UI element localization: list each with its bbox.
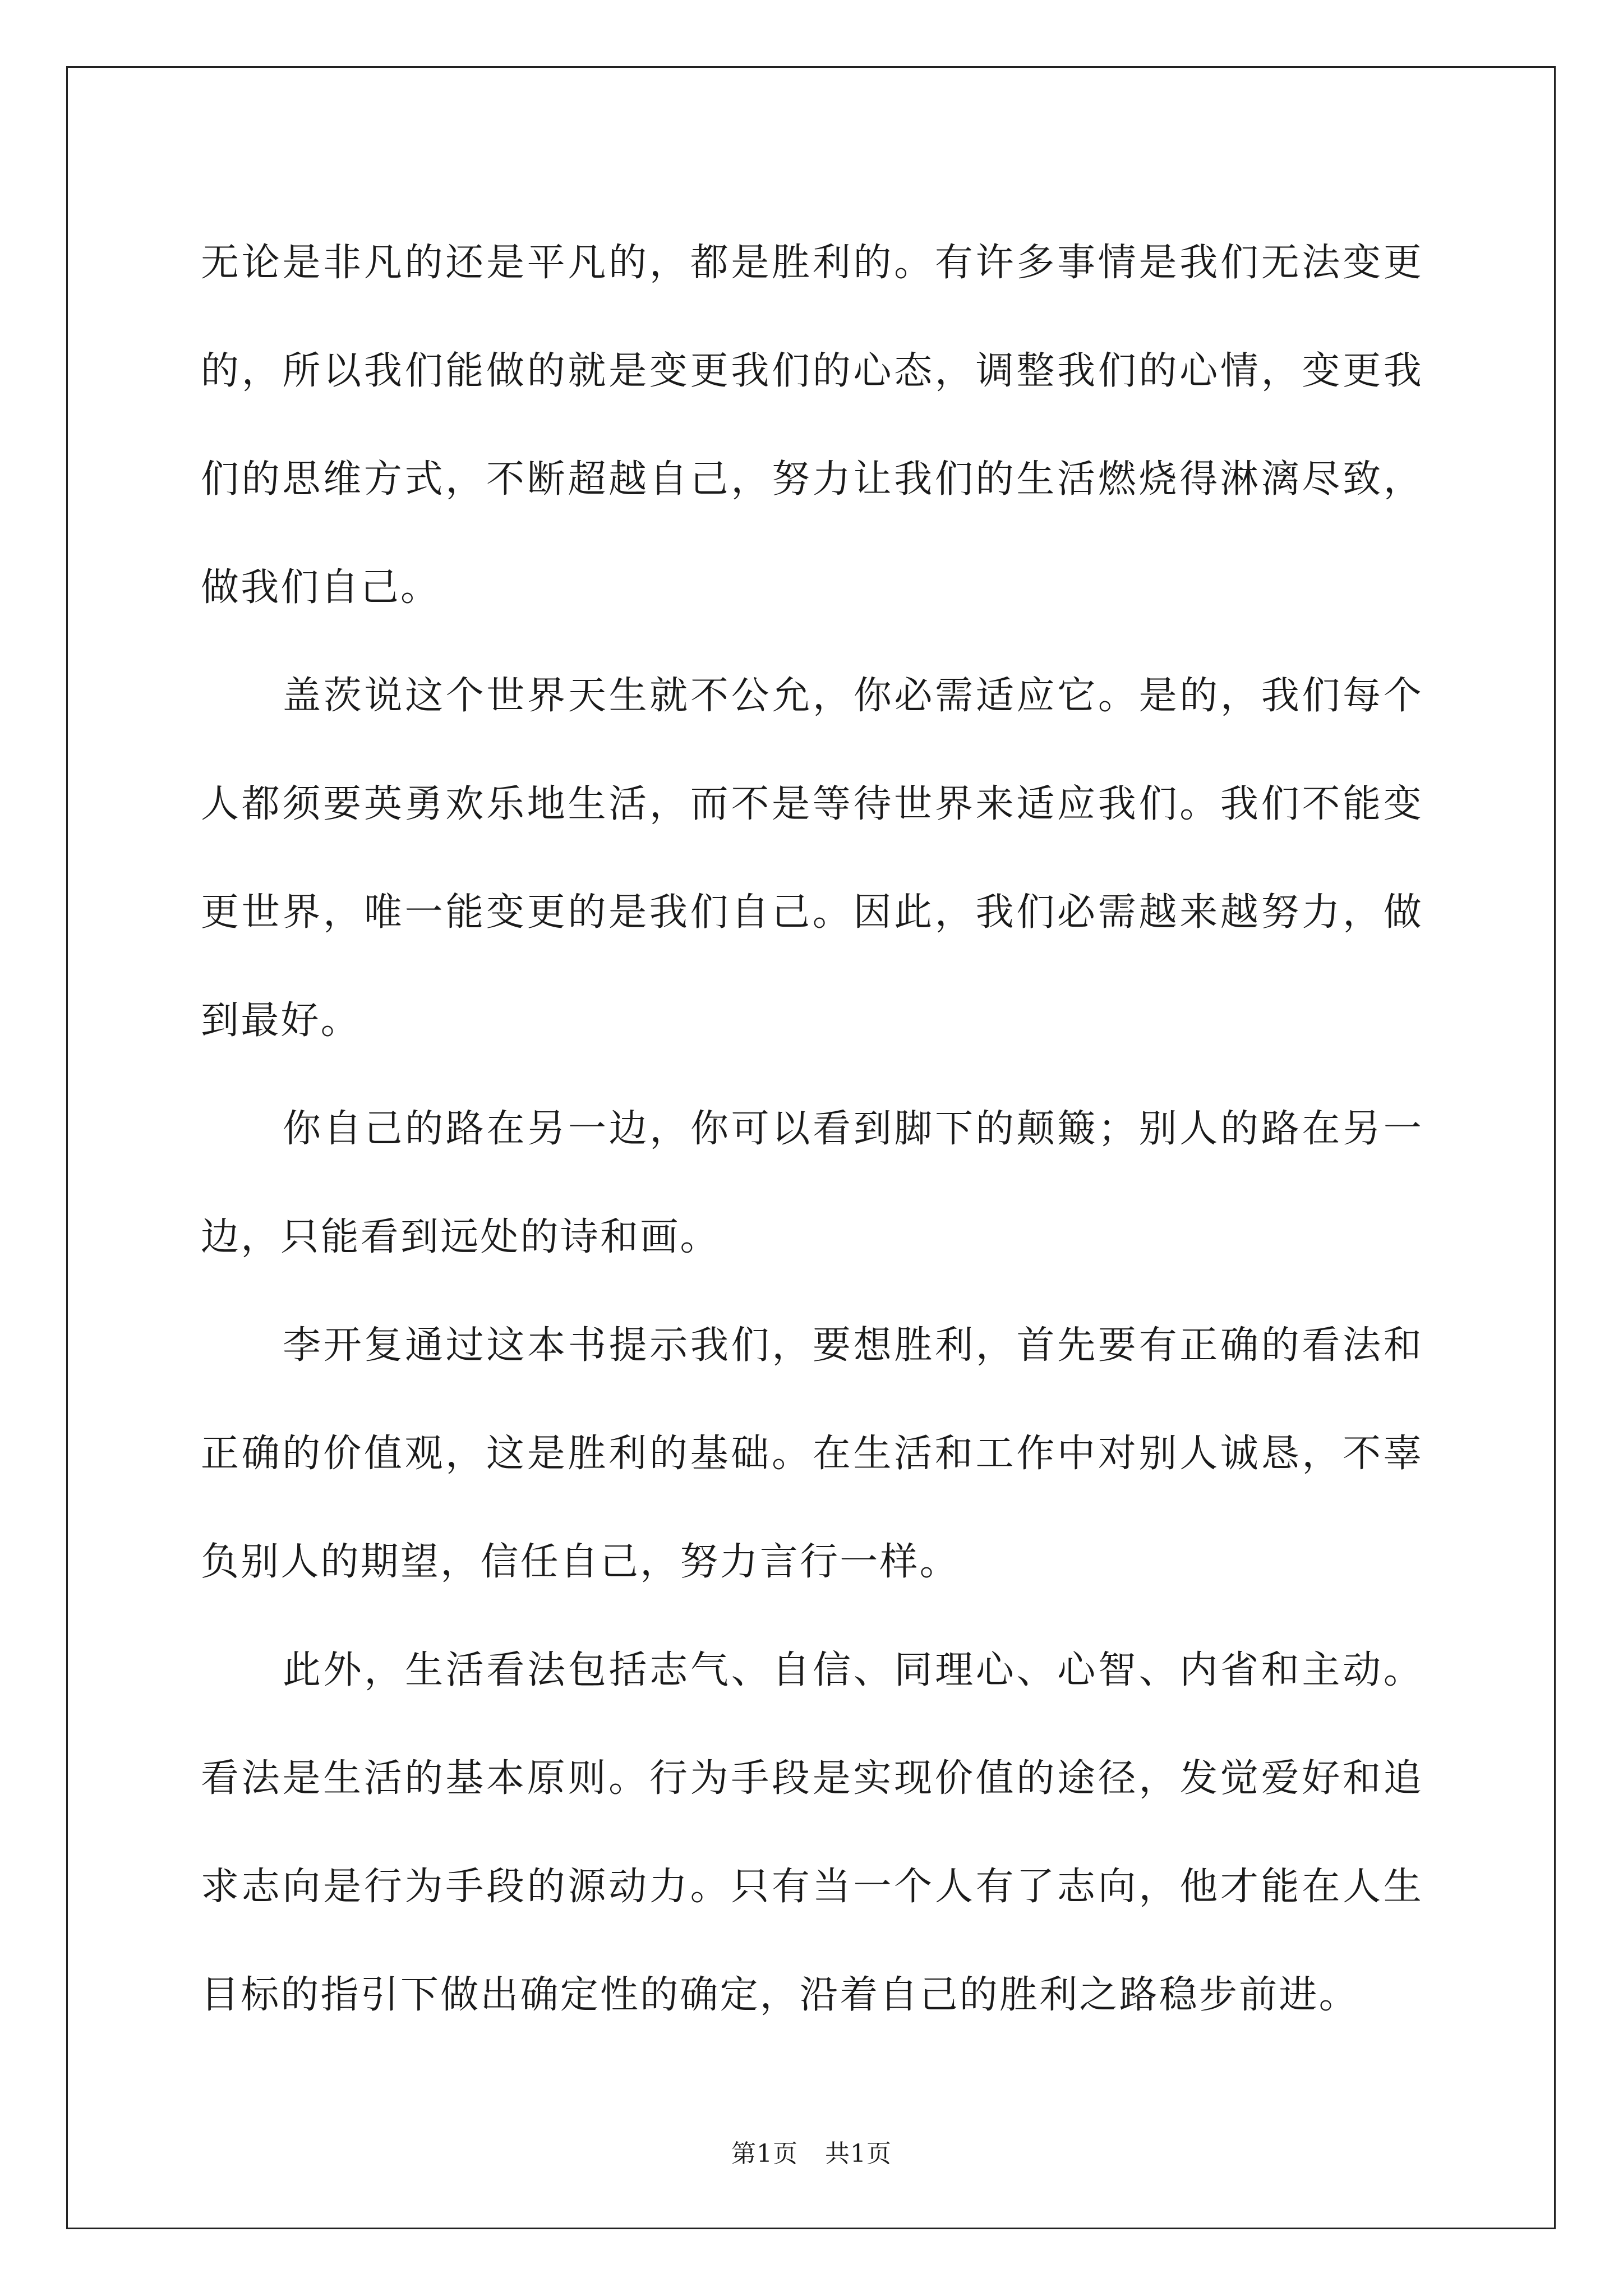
paragraph-continued: 无论是非凡的还是平凡的，都是胜利的。有许多事情是我们无法变更的，所以我们能做的就是变更我们的心态，调整我们的心情，变更我们的思维方式，不断超越自己，努力让我们的生活燃烧得淋漓尽致，做我们自己。 bbox=[201, 241, 1423, 610]
paragraph: 盖茨说这个世界天生就不公允，你必需适应它。是的，我们每个人都须要英勇欢乐地生活，而不是等待世界来适应我们。我们不能变更世界，唯一能变更的是我们自己。因此，我们必需越来越努力，做到最好。 bbox=[201, 674, 1423, 1043]
document-body bbox=[201, 209, 1423, 2049]
paragraph: 李开复通过这本书提示我们，要想胜利，首先要有正确的看法和正确的价值观，这是胜利的基础。在生活和工作中对别人诚恳，不辜负别人的期望，信任自己，努力言行一样。 bbox=[201, 1323, 1423, 1584]
page-total: 共1页 bbox=[825, 2139, 892, 2168]
page-number: 第1页 bbox=[731, 2139, 798, 2168]
paragraph: 此外，生活看法包括志气、自信、同理心、心智、内省和主动。看法是生活的基本原则。行为手段是实现价值的途径，发觉爱好和追求志向是行为手段的源动力。只有当一个人有了志向，他才能在人生目标的指引下做出确定性的确定，沿着自己的胜利之路稳步前进。 bbox=[201, 1648, 1423, 2017]
page-footer bbox=[0, 2137, 1623, 2171]
paragraph: 你自己的路在另一边，你可以看到脚下的颠簸；别人的路在另一边，只能看到远处的诗和画。 bbox=[201, 1107, 1423, 1259]
